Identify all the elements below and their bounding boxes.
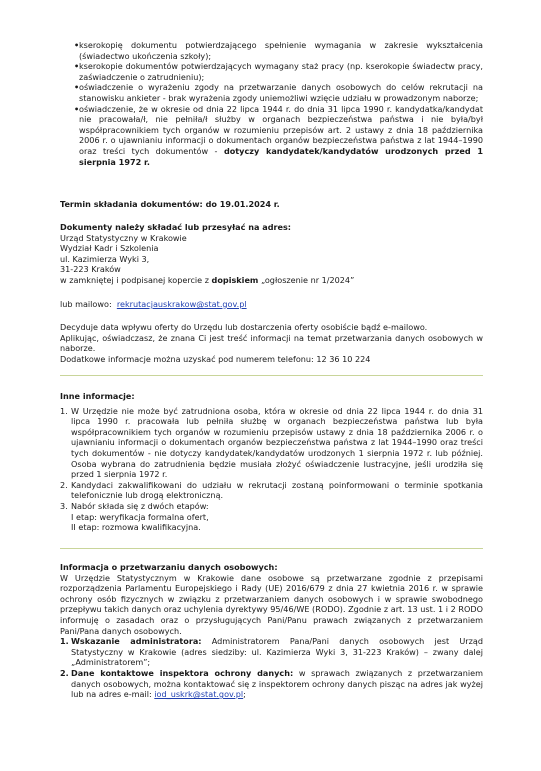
- bullet-icon: •: [74, 61, 80, 72]
- envelope-suffix: „ogłoszenie nr 1/2024”: [258, 274, 355, 285]
- numbered-item: [60, 501, 483, 533]
- item-number: 1.: [60, 405, 68, 416]
- item-tail: ;: [243, 689, 246, 700]
- item-text: Kandydaci zakwalifikowani do udziału w rekrutacji zostaną poinformowani o terminie spotkania telefonicznie lub drogą elektroniczną.: [71, 479, 483, 501]
- list-item: [60, 104, 483, 168]
- address-line: 31-223 Kraków: [60, 264, 121, 275]
- list-item-bold-text: dotyczy kandydatek/kandydatów urodzonych przed 1 sierpnia 1972 r.: [79, 145, 483, 167]
- list-item-text: kserokopię dokumentu potwierdzającego spełnienie wymagania w zakresie wykształcenia (świadectwo ukończenia szkoły);: [79, 40, 483, 61]
- list-item: [60, 61, 483, 82]
- other-info-section: [60, 391, 483, 533]
- numbered-item: [60, 636, 483, 668]
- bullet-icon: •: [74, 103, 80, 114]
- envelope-bold: dopiskiem: [211, 274, 259, 285]
- gdpr-heading: Informacja o przetwarzaniu danych osobowych:: [60, 562, 278, 572]
- list-item-text: oświadczenie o wyrażeniu zgody na przetwarzanie danych osobowych do celów rekrutacji na stanowisku ankieter - brak wyrażenia zgody uniemożliwi wzięcie udziału w prowadzonym naborze;: [79, 82, 483, 103]
- email-link[interactable]: rekrutacjauskrakow@stat.gov.pl: [116, 299, 247, 309]
- address-heading: Dokumenty należy składać lub przesyłać na adres:: [60, 222, 292, 232]
- address-section: [60, 222, 483, 286]
- divider: [60, 548, 483, 549]
- item-text: W Urzędzie nie może być zatrudniona osoba, która w okresie od dnia 22 lipca 1944 r. do dnia 31 lipca 1990 r. pracowała lub pełniła służbę w organach bezpieczeństwa państwa lub była współpracownikiem tych organów w rozumieniu przepisów ustawy z dnia 18 października 2006 r. o ujawnianiu informacji o dokumentach organów bezpieczeństwa państwa z lat 1944–1990 oraz treści tych dokumentów - nie dotyczy kandydatek/kandydatów urodzonych 1 sierpnia 1972 r. lub później. Osoba wybrana do zatrudnienia będzie musiała złożyć oświadczenie lustracyjne, jeśli urodziła się przed 1 sierpnia 1972 r.: [71, 405, 483, 480]
- decision-section: [60, 322, 483, 364]
- decision-line: Aplikując, oświadczasz, że znana Ci jest treść informacji na temat przetwarzania danych osobowych w naborze.: [60, 332, 483, 354]
- item-text: Nabór składa się z dwóch etapów:: [71, 500, 209, 511]
- address-line: Wydział Kadr i Szkolenia: [60, 243, 159, 254]
- address-line: ul. Kazimierza Wyki 3,: [60, 253, 150, 264]
- item-bold-text: Wskazanie administratora:: [71, 636, 202, 647]
- deadline-text: Termin składania dokumentów: do 19.01.2024 r.: [60, 199, 280, 209]
- list-item-text: oświadczenie, że w okresie od dnia 22 lipca 1944 r. do dnia 31 lipca 1990 r. kandydatka/kandydat nie pracowała/ł, nie pełniła/ł służby w organach bezpieczeństwa państwa i nie była/był współpracownikiem tych organów w rozumieniu przepisów art. 2 ustawy z dnia 18 października 2006 r. o ujawnianiu informacji o dokumentach organów bezpieczeństwa państwa z lat 1944–1990 oraz treści tych dokumentów -: [79, 103, 483, 156]
- stage-line: II etap: rozmowa kwalifikacyjna.: [71, 522, 201, 533]
- decision-line: Decyduje data wpływu oferty do Urzędu lub dostarczenia oferty osobiście bądź e-mailowo.: [60, 322, 428, 332]
- numbered-item: [60, 668, 483, 700]
- list-item-text: kserokopie dokumentów potwierdzających wymagany staż pracy (np. kserokopie świadectw pracy, zaświadczenie o zatrudnieniu);: [79, 61, 483, 82]
- iod-email-link[interactable]: iod_uskrk@stat.gov.pl: [154, 689, 244, 700]
- requirements-list: [60, 40, 483, 167]
- numbered-item: [60, 480, 483, 501]
- item-number: 3.: [60, 500, 68, 511]
- item-number: 2.: [60, 667, 69, 678]
- gdpr-section: [60, 562, 483, 700]
- envelope-prefix: w zamkniętej i podpisanej kopercie z: [60, 274, 212, 285]
- list-item: [60, 82, 483, 103]
- stage-line: I etap: weryfikacja formalna ofert,: [71, 511, 209, 522]
- email-label: lub mailowo:: [60, 299, 112, 309]
- item-text: w sprawach związanych z przetwarzaniem danych osobowych, można kontaktować się z inspektorem ochrony danych pisząc na adres jak wyżej lub na adres e-mail:: [71, 667, 483, 700]
- item-number: 2.: [60, 479, 68, 490]
- decision-line: Dodatkowe informacje można uzyskać pod numerem telefonu: 12 36 10 224: [60, 353, 371, 364]
- other-info-heading: Inne informacje:: [60, 391, 135, 401]
- email-line: [60, 299, 483, 310]
- numbered-item: [60, 406, 483, 480]
- bullet-icon: •: [74, 40, 80, 50]
- list-item: [60, 40, 483, 61]
- divider: [60, 375, 483, 376]
- envelope-note: [60, 275, 483, 286]
- bullet-icon: •: [74, 82, 80, 93]
- item-number: 1.: [60, 636, 69, 647]
- gdpr-intro: W Urzędzie Statystycznym w Krakowie dane osobowe są przetwarzane zgodnie z przepisami rozporządzenia Parlamentu Europejskiego i Rady (UE) 2016/679 z dnia 27 kwietnia 2016 r. w sprawie ochrony osób fizycznych w związku z przetwarzaniem danych osobowych i w sprawie swobodnego przepływu takich danych oraz uchylenia dyrektywy 95/46/WE (RODO). Zgodnie z art. 13 ust. 1 i 2 RODO informuję o zasadach oraz o przysługujących Pani/Panu prawach związanych z przetwarzaniem Pani/Pana danych osobowych.: [60, 572, 483, 636]
- item-text: Administratorem Pana/Pani danych osobowych jest Urząd Statystyczny w Krakowie (adres siedziby: ul. Kazimierza Wyki 3, 31-223 Kraków) – zwany dalej „Administratorem”;: [71, 636, 483, 668]
- item-bold-text: Dane kontaktowe inspektora ochrony danych:: [71, 667, 294, 678]
- address-line: Urząd Statystyczny w Krakowie: [60, 232, 187, 243]
